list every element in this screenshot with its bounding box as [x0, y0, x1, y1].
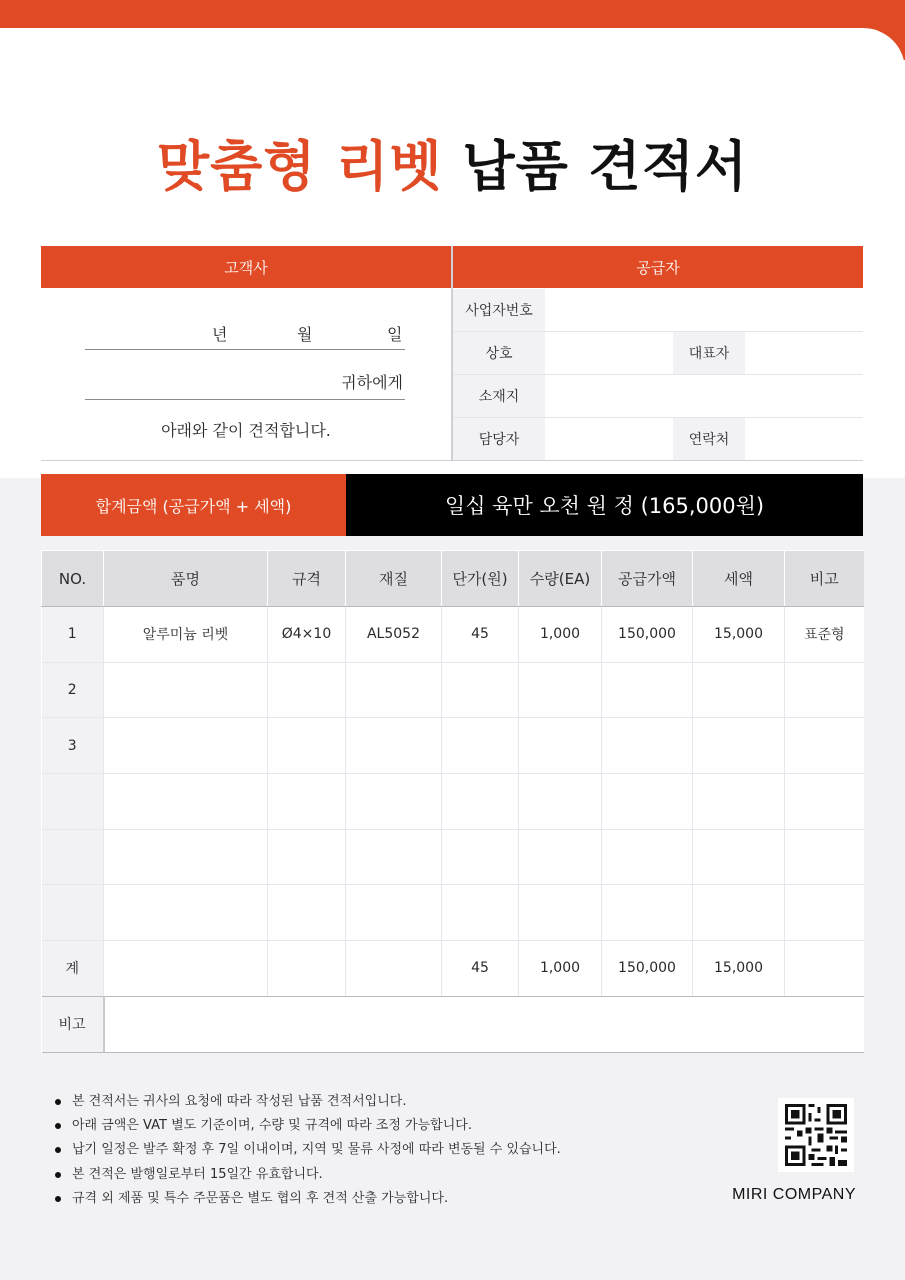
page-title [0, 124, 905, 201]
address-label: 소재지 [453, 375, 545, 417]
note-item: 아래 금액은 VAT 별도 기준이며, 수량 및 규격에 따라 조정 가능합니다. [55, 1114, 561, 1138]
cell-supply-amount[interactable] [602, 718, 693, 774]
cell-no: 2 [42, 662, 104, 718]
sum-remarks [785, 941, 864, 997]
company-name: MIRI COMPANY [732, 1186, 856, 1203]
date-field[interactable] [85, 318, 405, 350]
cell-item[interactable]: 알루미늄 리벳 [104, 607, 268, 663]
title-main: 납품 견적서 [462, 135, 749, 198]
sum-label: 계 [42, 941, 104, 997]
date-year-label: 년 [212, 325, 228, 344]
cell-quantity[interactable] [519, 829, 602, 885]
customer-description: 아래와 같이 견적합니다. [161, 421, 331, 440]
cell-unit-price[interactable] [442, 662, 519, 718]
cell-no [42, 829, 104, 885]
cell-supply-amount[interactable] [602, 829, 693, 885]
cell-spec[interactable] [268, 829, 346, 885]
cell-material[interactable] [346, 774, 442, 830]
table-row [42, 885, 864, 941]
sum-material [346, 941, 442, 997]
cell-remarks[interactable] [785, 829, 864, 885]
recipient-field[interactable] [85, 368, 405, 400]
items-table [41, 550, 864, 1053]
date-day-label: 일 [387, 325, 403, 344]
cell-material[interactable] [346, 718, 442, 774]
cell-item[interactable] [104, 774, 268, 830]
cell-item[interactable] [104, 829, 268, 885]
note-item: 납기 일정은 발주 확정 후 7일 이내이며, 지역 및 물류 사정에 따라 변동될 수 있습니다. [55, 1138, 561, 1162]
sum-quantity: 1,000 [519, 941, 602, 997]
cell-supply-amount[interactable] [602, 774, 693, 830]
notes-list [55, 1090, 561, 1211]
cell-tax[interactable] [693, 718, 785, 774]
date-month-label: 월 [297, 325, 313, 344]
sum-spec [268, 941, 346, 997]
cell-no: 3 [42, 718, 104, 774]
cell-quantity[interactable] [519, 718, 602, 774]
cell-remarks[interactable] [785, 662, 864, 718]
supplier-header: 공급자 [453, 246, 863, 288]
cell-no [42, 885, 104, 941]
sum-supply-amount: 150,000 [602, 941, 693, 997]
cell-remarks[interactable] [785, 885, 864, 941]
title-accent: 맞춤형 리벳 [156, 135, 443, 198]
company-name-label: 상호 [453, 332, 545, 374]
qr-code-icon [778, 1098, 854, 1172]
cell-material[interactable] [346, 829, 442, 885]
col-header-material: 재질 [346, 551, 442, 607]
cell-supply-amount[interactable] [602, 885, 693, 941]
cell-unit-price[interactable] [442, 885, 519, 941]
cell-unit-price[interactable] [442, 774, 519, 830]
cell-quantity[interactable]: 1,000 [519, 607, 602, 663]
note-item: 본 견적서는 귀사의 요청에 따라 작성된 납품 견적서입니다. [55, 1090, 561, 1114]
cell-quantity[interactable] [519, 662, 602, 718]
cell-supply-amount[interactable] [602, 662, 693, 718]
cell-tax[interactable] [693, 662, 785, 718]
col-header-spec: 규격 [268, 551, 346, 607]
table-row [42, 718, 864, 774]
table-row [42, 607, 864, 663]
col-header-remarks: 비고 [785, 551, 864, 607]
sum-tax: 15,000 [693, 941, 785, 997]
cell-material[interactable] [346, 662, 442, 718]
table-header-row [42, 551, 864, 607]
total-amount-value: 일십 육만 오천 원 정 (165,000원) [346, 474, 863, 536]
cell-spec[interactable] [268, 885, 346, 941]
col-header-unit-price: 단가(원) [442, 551, 519, 607]
cell-no [42, 774, 104, 830]
col-header-tax: 세액 [693, 551, 785, 607]
cell-spec[interactable] [268, 662, 346, 718]
cell-material[interactable] [346, 885, 442, 941]
table-row [42, 662, 864, 718]
cell-remarks[interactable] [785, 718, 864, 774]
cell-spec[interactable] [268, 718, 346, 774]
supplier-row-company [453, 332, 863, 375]
sum-row [42, 941, 864, 997]
supplier-row-business-number [453, 289, 863, 332]
business-number-label: 사업자번호 [453, 289, 545, 331]
memo-row [42, 996, 864, 1052]
note-item: 규격 외 제품 및 특수 주문품은 별도 협의 후 견적 산출 가능합니다. [55, 1187, 561, 1211]
col-header-item: 품명 [104, 551, 268, 607]
cell-item[interactable] [104, 718, 268, 774]
total-amount-label: 합계금액 (공급가액 + 세액) [41, 474, 346, 536]
recipient-suffix: 귀하에게 [341, 373, 403, 392]
cell-unit-price[interactable] [442, 829, 519, 885]
supplier-row-address [453, 375, 863, 418]
cell-no: 1 [42, 607, 104, 663]
manager-label: 담당자 [453, 418, 545, 460]
cell-quantity[interactable] [519, 885, 602, 941]
table-row [42, 829, 864, 885]
cell-tax[interactable] [693, 774, 785, 830]
contact-label: 연락처 [673, 418, 745, 460]
cell-unit-price[interactable] [442, 718, 519, 774]
cell-remarks[interactable] [785, 774, 864, 830]
cell-tax[interactable] [693, 829, 785, 885]
col-header-supply-amount: 공급가액 [602, 551, 693, 607]
cell-spec[interactable]: Ø4×10 [268, 607, 346, 663]
sum-unit-price: 45 [442, 941, 519, 997]
cell-item[interactable] [104, 662, 268, 718]
supplier-row-manager [453, 418, 863, 461]
table-row [42, 774, 864, 830]
note-item: 본 견적은 발행일로부터 15일간 유효합니다. [55, 1163, 561, 1187]
cell-tax[interactable]: 15,000 [693, 607, 785, 663]
cell-material[interactable]: AL5052 [346, 607, 442, 663]
cell-supply-amount[interactable]: 150,000 [602, 607, 693, 663]
memo-label: 비고 [42, 996, 104, 1052]
sum-item [104, 941, 268, 997]
representative-label: 대표자 [673, 332, 745, 374]
cell-tax[interactable] [693, 885, 785, 941]
customer-header: 고객사 [41, 246, 451, 288]
cell-quantity[interactable] [519, 774, 602, 830]
memo-field[interactable] [104, 996, 864, 1052]
cell-remarks[interactable]: 표준형 [785, 607, 864, 663]
col-header-quantity: 수량(EA) [519, 551, 602, 607]
cell-item[interactable] [104, 885, 268, 941]
cell-spec[interactable] [268, 774, 346, 830]
col-header-no: NO. [42, 551, 104, 607]
cell-unit-price[interactable]: 45 [442, 607, 519, 663]
